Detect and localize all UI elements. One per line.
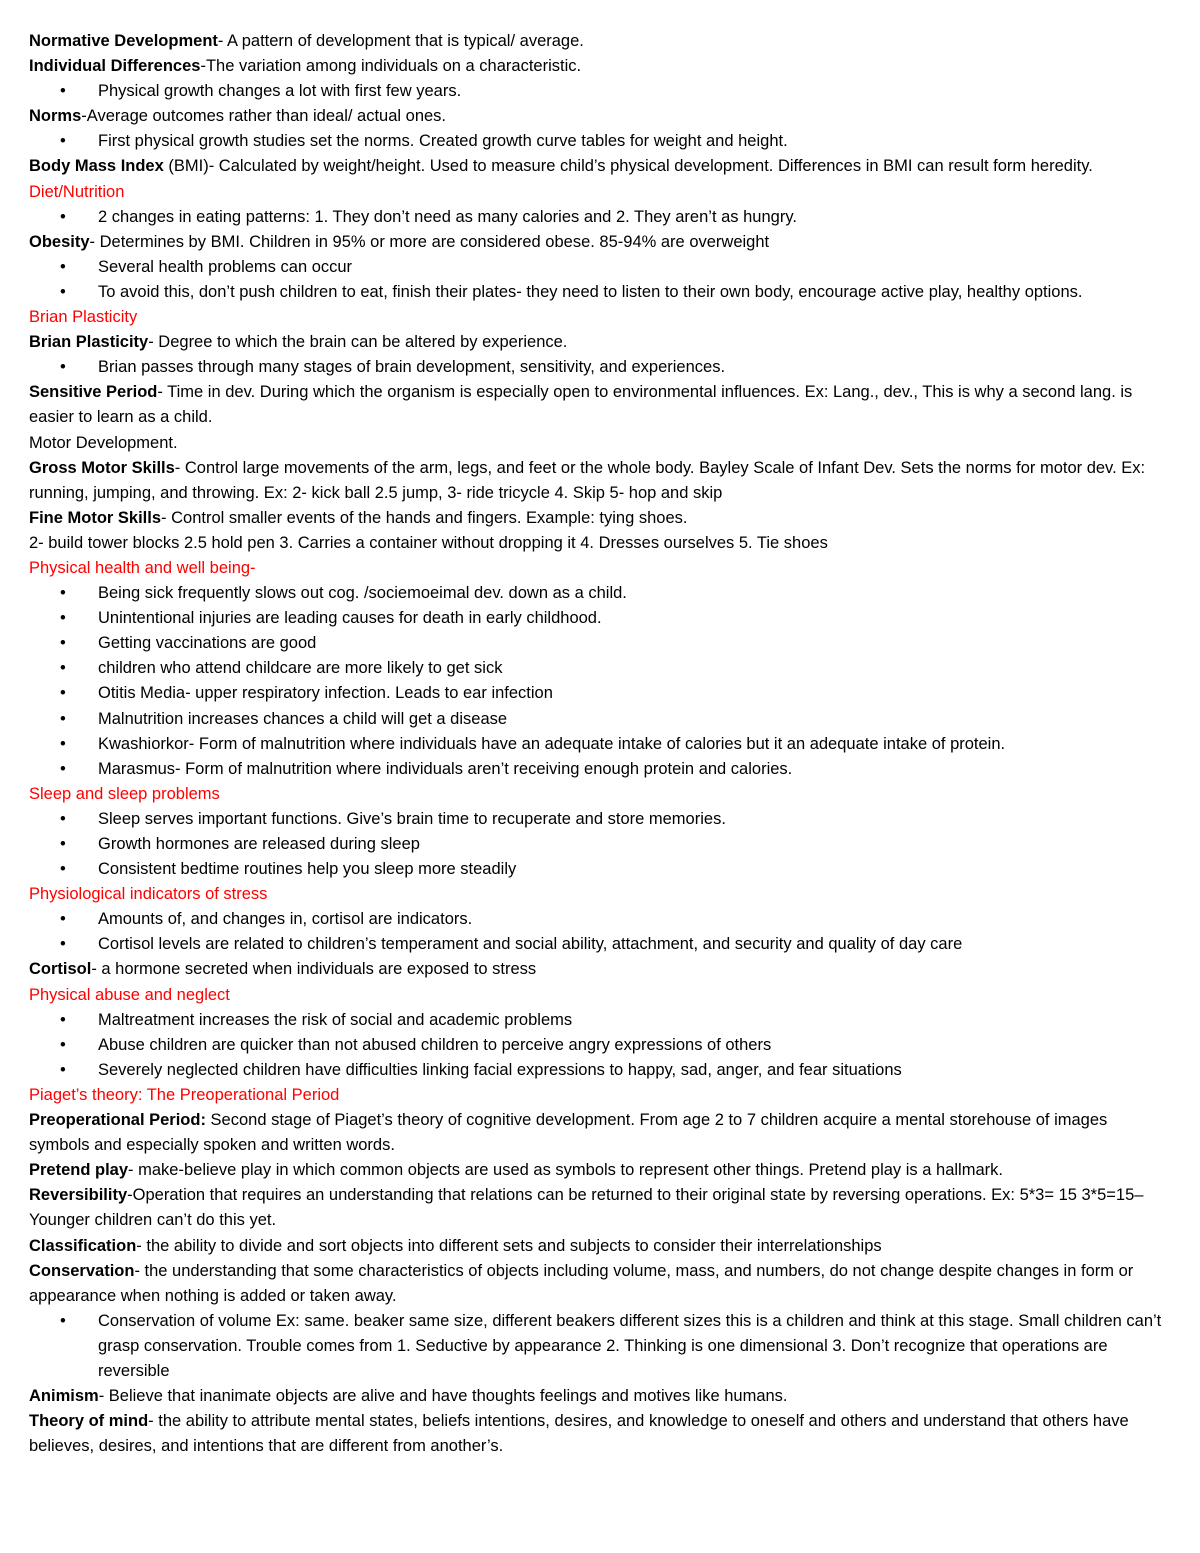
definition-term: Brian Plasticity [29, 333, 149, 352]
definition-line [29, 54, 1170, 79]
definition-text: - Believe that inanimate objects are alive and have thoughts feelings and motives like humans. [98, 1387, 788, 1406]
bullet-item: • To avoid this, don’t push children to eat, finish their plates- they need to listen to their own body, encourage active play, healthy options. [29, 280, 1170, 305]
definition-term: Sensitive Period [29, 383, 158, 402]
definition-text: - Control large movements of the arm, legs, and feet or the whole body. Bayley Scale of Infant Dev. Sets the norms for motor dev. Ex: running, jumping, and throwing. Ex: 2- kick ball 2.5 jump, 3- ride tricycle 4. Skip 5- hop and skip [29, 458, 1146, 502]
bullet-item: • Brian passes through many stages of brain development, sensitivity, and experiences. [29, 355, 1170, 380]
section-heading: Physiological indicators of stress [29, 885, 268, 904]
definition-term: Conservation [29, 1261, 135, 1280]
text-line: 2- build tower blocks 2.5 hold pen 3. Carries a container without dropping it 4. Dresses ourselves 5. Tie shoes [29, 533, 828, 552]
definition-text: - Degree to which the brain can be altered by experience. [148, 333, 568, 352]
definition-line [29, 1183, 1170, 1233]
definition-text: -The variation among individuals on a characteristic. [200, 57, 582, 76]
definition-text: - A pattern of development that is typical/ average. [217, 32, 584, 50]
bullet-item: • Maltreatment increases the risk of social and academic problems [29, 1008, 1170, 1033]
bullet-list [29, 581, 1170, 782]
definition-term: Classification [29, 1236, 137, 1255]
bullet-item: • Sleep serves important functions. Give’s brain time to recuperate and store memories. [29, 807, 1170, 832]
bullet-list [29, 355, 1170, 380]
bullet-item: • Physical growth changes a lot with first few years. [29, 79, 1170, 104]
definition-term: Body Mass Index [29, 157, 164, 176]
definition-line [29, 1384, 1170, 1409]
definition-line [29, 1234, 1170, 1259]
definition-text: - make-believe play in which common objects are used as symbols to represent other things. Pretend play is a hallmark. [128, 1161, 1003, 1180]
definition-term: Preoperational Period: [29, 1111, 206, 1130]
bullet-item: • Abuse children are quicker than not abused children to perceive angry expressions of others [29, 1033, 1170, 1058]
bullet-item: • Unintentional injuries are leading causes for death in early childhood. [29, 606, 1170, 631]
definition-text: - Determines by BMI. Children in 95% or more are considered obese. 85-94% are overweight [89, 232, 770, 251]
bullet-item: • Kwashiorkor- Form of malnutrition where individuals have an adequate intake of calories but it an adequate intake of protein. [29, 732, 1170, 757]
definition-term: Obesity [29, 232, 90, 251]
bullet-item: • Severely neglected children have difficulties linking facial expressions to happy, sad, anger, and fear situations [29, 1058, 1170, 1083]
bullet-item: • Several health problems can occur [29, 255, 1170, 280]
definition-text: - Time in dev. During which the organism is especially open to environmental influences. Ex: Lang., dev., This is why a second lang. is easier to learn as a child. [29, 383, 1133, 427]
section-heading: Brian Plasticity [29, 308, 138, 327]
definition-line [29, 456, 1170, 506]
definition-line [29, 154, 1170, 179]
bullet-item: • Marasmus- Form of malnutrition where individuals aren’t receiving enough protein and calories. [29, 757, 1170, 782]
bullet-item: • Being sick frequently slows out cog. /sociemoeimal dev. down as a child. [29, 581, 1170, 606]
definition-line [29, 957, 1170, 982]
bullet-item: • Amounts of, and changes in, cortisol are indicators. [29, 907, 1170, 932]
definition-term: Fine Motor Skills [29, 508, 162, 527]
definition-line [29, 506, 1170, 531]
definition-text: (BMI)- Calculated by weight/height. Used to measure child’s physical development. Differences in BMI can result form heredity. [163, 157, 1093, 176]
bullet-list [29, 807, 1170, 882]
bullet-list [29, 255, 1170, 305]
bullet-item: • Consistent bedtime routines help you sleep more steadily [29, 857, 1170, 882]
bullet-list [29, 1309, 1170, 1384]
bullet-item: • Getting vaccinations are good [29, 631, 1170, 656]
definition-term: Animism [29, 1387, 99, 1406]
definition-line [29, 380, 1170, 430]
definition-term: Gross Motor Skills [29, 458, 175, 477]
definition-line [29, 1259, 1170, 1309]
bullet-item: • Cortisol levels are related to children’s temperament and social ability, attachment, and security and quality of day care [29, 932, 1170, 957]
definition-term: Individual Differences [29, 57, 201, 76]
definition-term: Norms [29, 107, 82, 126]
definition-text: Second stage of Piaget’s theory of cognitive development. From age 2 to 7 children acquire a mental storehouse of images symbols and especially spoken and written words. [29, 1111, 1108, 1155]
bullet-list [29, 1008, 1170, 1083]
definition-text: -Average outcomes rather than ideal/ actual ones. [81, 107, 447, 126]
definition-line [29, 29, 1170, 54]
definition-line [29, 104, 1170, 129]
bullet-item: • Growth hormones are released during sleep [29, 832, 1170, 857]
text-line: Motor Development. [29, 433, 178, 452]
definition-line [29, 1409, 1170, 1459]
bullet-list [29, 129, 1170, 154]
definition-line [29, 330, 1170, 355]
definition-term: Theory of mind [29, 1412, 149, 1431]
definition-text: - the understanding that some characteristics of objects including volume, mass, and numbers, do not change despite changes in form or appearance when nothing is added or taken away. [29, 1261, 1134, 1305]
bullet-list [29, 79, 1170, 104]
definition-line [29, 230, 1170, 255]
bullet-list [29, 205, 1170, 230]
definition-line [29, 1108, 1170, 1158]
section-heading: Piaget’s theory: The Preoperational Period [29, 1085, 340, 1104]
section-heading: Sleep and sleep problems [29, 784, 220, 803]
bullet-item: • Conservation of volume Ex: same. beaker same size, different beakers different sizes this is a children and think at this stage. Small children can’t grasp conservation. Trouble comes from 1. Seductive by appearance 2. Thinking is one dimensional 3. Don’t recognize that operations are reversible [29, 1309, 1170, 1384]
bullet-item: • Malnutrition increases chances a child will get a disease [29, 707, 1170, 732]
definition-term: Reversibility [29, 1186, 128, 1205]
section-heading: Physical health and well being- [29, 558, 256, 577]
definition-text: - Control smaller events of the hands and fingers. Example: tying shoes. [161, 508, 688, 527]
bullet-item: • First physical growth studies set the norms. Created growth curve tables for weight and height. [29, 129, 1170, 154]
bullet-item: • children who attend childcare are more likely to get sick [29, 656, 1170, 681]
section-heading: Diet/Nutrition [29, 182, 125, 201]
definition-line [29, 1158, 1170, 1183]
bullet-item: • 2 changes in eating patterns: 1. They don’t need as many calories and 2. They aren’t as hungry. [29, 205, 1170, 230]
definition-term: Normative Development [29, 32, 218, 50]
definition-term: Cortisol [29, 960, 92, 979]
definition-text: - the ability to attribute mental states, beliefs intentions, desires, and knowledge to oneself and others and understand that others have believes, desires, and intentions that are different from another’s. [29, 1412, 1129, 1456]
definition-text: - the ability to divide and sort objects into different sets and subjects to consider their interrelationships [136, 1236, 882, 1255]
bullet-item: • Otitis Media- upper respiratory infection. Leads to ear infection [29, 681, 1170, 706]
definition-text: -Operation that requires an understanding that relations can be returned to their original state by reversing operations. Ex: 5*3= 15 3*5=15– Younger children can’t do this yet. [29, 1186, 1144, 1230]
bullet-list [29, 907, 1170, 957]
definition-text: - a hormone secreted when individuals are exposed to stress [91, 960, 537, 979]
section-heading: Physical abuse and neglect [29, 985, 230, 1004]
definition-term: Pretend play [29, 1161, 129, 1180]
